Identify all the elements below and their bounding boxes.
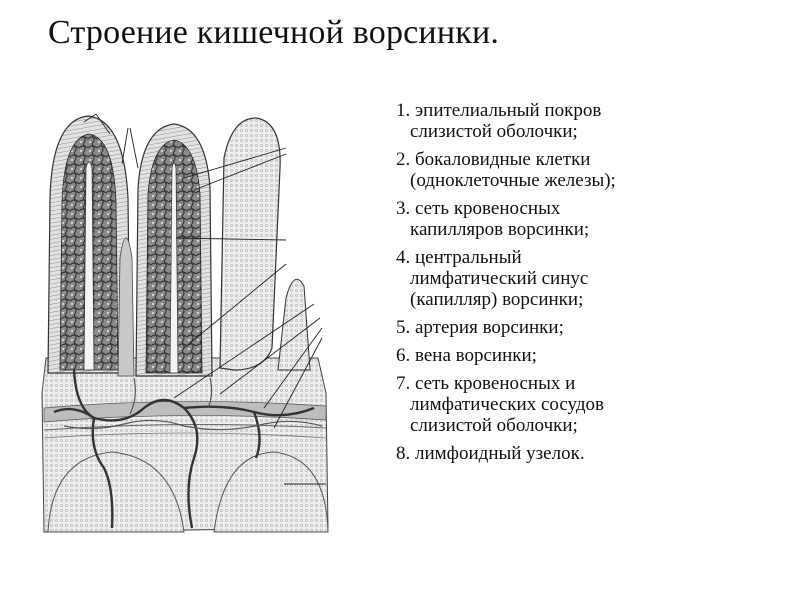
legend-item-line: (капилляр) ворсинки; [410,289,584,310]
legend-item-line: 6. вена ворсинки; [396,345,537,366]
legend-item-line: слизистой оболочки; [410,121,578,142]
legend-item-line: капилляров ворсинки; [410,219,590,240]
legend-item-line: 1. эпителиальный покров [396,100,602,121]
legend-item [396,100,786,142]
legend-item-line: (одноклеточные железы); [410,170,616,191]
legend-item-line: лимфатический синус [410,268,589,289]
legend-list [396,100,786,471]
villus-left [48,116,130,373]
villus-center [136,124,212,376]
legend-item [396,198,786,240]
legend-item-line: 3. сеть кровеносных [396,198,561,219]
legend-item-line: 7. сеть кровеносных и [396,373,576,394]
legend-item [396,247,786,310]
legend-item-line: слизистой оболочки; [410,415,578,436]
villus-intact [220,118,310,370]
legend-item-line: 5. артерия ворсинки; [396,317,564,338]
legend-item [396,149,786,191]
legend-item-line: лимфатических сосудов [410,394,604,415]
legend-item [396,443,786,464]
legend-item-line: 4. центральный [396,247,522,268]
intestinal-villus-illustration [34,108,334,538]
legend-item [396,345,786,366]
page-title: Строение кишечной ворсинки. [48,14,500,51]
legend-item-line: 2. бокаловидные клетки [396,149,591,170]
crypt-between [118,238,134,376]
legend-item-line: 8. лимфоидный узелок. [396,443,585,464]
legend-item [396,373,786,436]
legend-item [396,317,786,338]
